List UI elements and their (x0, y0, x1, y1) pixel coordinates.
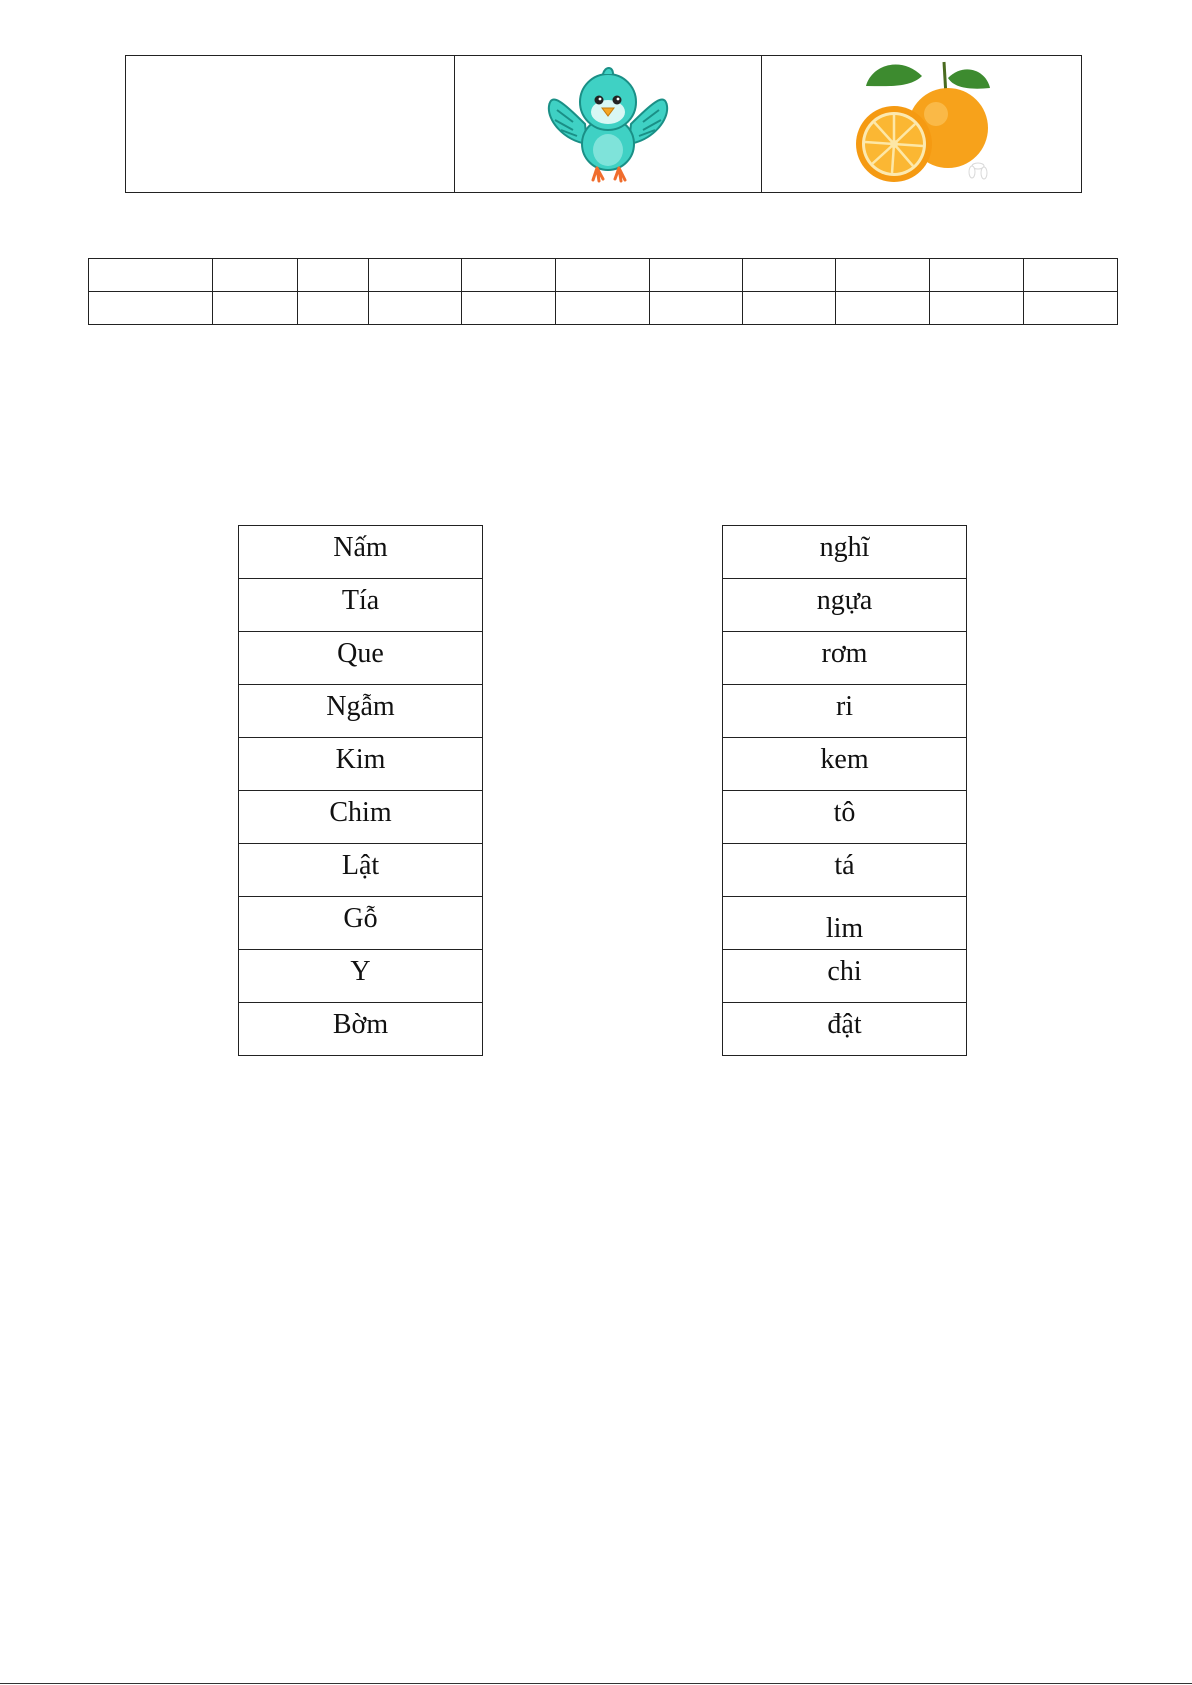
grid-cell (836, 259, 930, 292)
grid-row (89, 259, 1118, 292)
word-text: tô (833, 797, 856, 828)
word-text: lim (825, 913, 864, 944)
word-cell (239, 526, 483, 579)
grid-cell (650, 259, 743, 292)
grid-cell (213, 259, 298, 292)
grid-cell (369, 292, 462, 325)
word-text: tá (834, 850, 855, 881)
word-cell (239, 738, 483, 791)
grid-cell (556, 259, 650, 292)
grid-cell (298, 259, 369, 292)
word-text: Lật (341, 850, 380, 881)
word-cell (239, 950, 483, 1003)
word-cell (239, 844, 483, 897)
word-text: ngựa (816, 585, 873, 616)
grid-cell (930, 259, 1024, 292)
word-cell (723, 579, 967, 632)
word-cell (239, 791, 483, 844)
bird-icon (543, 62, 673, 186)
word-cell (239, 1003, 483, 1056)
word-cell (723, 738, 967, 791)
right-word-column (722, 525, 967, 1056)
grid-row (89, 292, 1118, 325)
word-cell (723, 1003, 967, 1056)
orange-fruit-icon (852, 56, 992, 192)
word-cell (723, 950, 967, 1003)
empty-cell (126, 56, 455, 193)
grid-cell (298, 292, 369, 325)
word-text: Tía (341, 585, 380, 616)
word-cell (723, 526, 967, 579)
grid-cell (930, 292, 1024, 325)
bird-cell (455, 56, 762, 193)
word-text: chi (827, 956, 862, 987)
word-text: Y (350, 956, 371, 987)
word-text: Kim (335, 744, 386, 775)
word-cell (239, 632, 483, 685)
word-text: Gỗ (343, 903, 378, 934)
word-text: Chim (329, 797, 392, 828)
grid-cell (462, 292, 556, 325)
grid-cell (743, 259, 836, 292)
grid-cell (369, 259, 462, 292)
grid-cell (89, 292, 213, 325)
word-text: kem (820, 744, 869, 775)
grid-cell (650, 292, 743, 325)
word-cell (239, 579, 483, 632)
picture-table (125, 55, 1082, 193)
word-text: rơm (821, 638, 868, 669)
grid-cell (89, 259, 213, 292)
page-bottom-rule (0, 1683, 1192, 1684)
word-text: nghĩ (819, 532, 870, 563)
grid-cell (1024, 292, 1118, 325)
orange-cell (762, 56, 1082, 193)
word-text: Ngẫm (326, 691, 395, 722)
word-cell (239, 685, 483, 738)
word-cell (723, 632, 967, 685)
left-word-column (238, 525, 483, 1056)
grid-cell (213, 292, 298, 325)
grid-cell (1024, 259, 1118, 292)
word-cell (723, 897, 967, 950)
word-text: Bờm (332, 1009, 389, 1040)
grid-cell (836, 292, 930, 325)
word-text: ri (835, 691, 854, 722)
word-text: đật (827, 1009, 862, 1040)
word-cell (723, 791, 967, 844)
blank-grid (88, 258, 1118, 325)
word-cell (723, 685, 967, 738)
grid-cell (743, 292, 836, 325)
word-text: Nấm (333, 532, 388, 563)
grid-cell (556, 292, 650, 325)
word-cell (723, 844, 967, 897)
word-cell (239, 897, 483, 950)
word-text: Que (337, 638, 384, 669)
grid-cell (462, 259, 556, 292)
